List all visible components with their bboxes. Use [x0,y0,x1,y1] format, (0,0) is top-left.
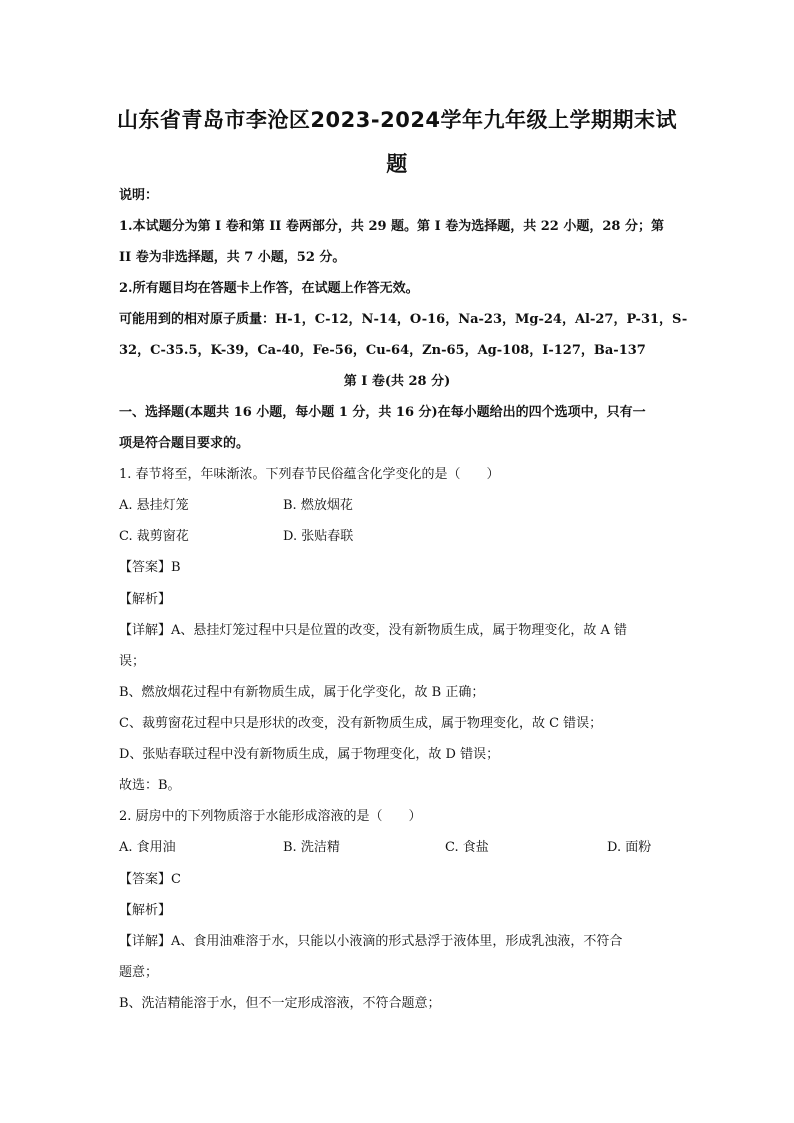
section-heading: 第 I 卷(共 28 分) [343,374,451,389]
question-2-option-a: A. 食用油 [119,840,176,855]
section-intro-continued: 项是符合题目要求的。 [119,436,250,451]
question-1-analysis-label: 【解析】 [119,592,172,607]
question-1-conclusion: 故选：B。 [119,778,181,793]
question-2-detail: 【详解】A、食用油难溶于水，只能以小液滴的形式悬浮于液体里，形成乳浊液，不符合 [119,934,623,949]
question-2-detail-b: B、洗洁精能溶于水，但不一定形成溶液，不符合题意； [119,996,441,1011]
question-2-option-b: B. 洗洁精 [283,840,340,855]
atomic-masses-continued: 32，C-35.5，K-39，Ca-40，Fe-56，Cu-64，Zn-65，Ag-108，I-127，Ba-137 [119,343,646,358]
question-1-option-d: D. 张贴春联 [283,529,354,544]
question-1-option-a: A. 悬挂灯笼 [119,498,189,513]
question-2-option-d: D. 面粉 [607,840,652,855]
instructions-item-1-continued: II 卷为非选择题，共 7 小题，52 分。 [119,250,346,265]
question-2-answer: 【答案】C [119,872,181,887]
question-1-stem: 1. 春节将至，年味渐浓。下列春节民俗蕴含化学变化的是（ ） [119,467,500,482]
page-title-continued: 题 [386,152,408,176]
section-intro: 一、选择题(本题共 16 小题，每小题 1 分，共 16 分)在每小题给出的四个选项中，只有一 [119,405,646,420]
question-1-detail-b: B、燃放烟花过程中有新物质生成，属于化学变化，故 B 正确； [119,685,485,700]
instructions-item-2: 2.所有题目均在答题卡上作答，在试题上作答无效。 [119,281,419,296]
question-1-detail: 【详解】A、悬挂灯笼过程中只是位置的改变，没有新物质生成，属于物理变化，故 A 错 [119,623,628,638]
question-2-analysis-label: 【解析】 [119,903,172,918]
page-title: 山东省青岛市李沧区2023-2024学年九年级上学期期末试 [116,108,678,132]
question-1-answer: 【答案】B [119,560,181,575]
instructions-label: 说明： [119,188,159,203]
atomic-masses: 可能用到的相对原子质量：H-1，C-12，N-14，O-16，Na-23，Mg-24，Al-27，P-31，S- [119,312,688,327]
question-1-option-b: B. 燃放烟花 [283,498,353,513]
question-1-detail-continued: 误； [119,654,146,669]
question-1-detail-c: C、裁剪窗花过程中只是形状的改变，没有新物质生成，属于物理变化，故 C 错误； [119,716,603,731]
question-2-stem: 2. 厨房中的下列物质溶于水能形成溶液的是（ ） [119,809,422,824]
question-2-option-c: C. 食盐 [445,840,489,855]
question-1-option-c: C. 裁剪窗花 [119,529,189,544]
instructions-item-1: 1.本试题分为第 I 卷和第 II 卷两部分，共 29 题。第 I 卷为选择题，共 22 小题，28 分；第 [119,219,664,234]
question-1-detail-d: D、张贴春联过程中没有新物质生成，属于物理变化，故 D 错误； [119,747,500,762]
question-2-detail-continued: 题意； [119,965,159,980]
